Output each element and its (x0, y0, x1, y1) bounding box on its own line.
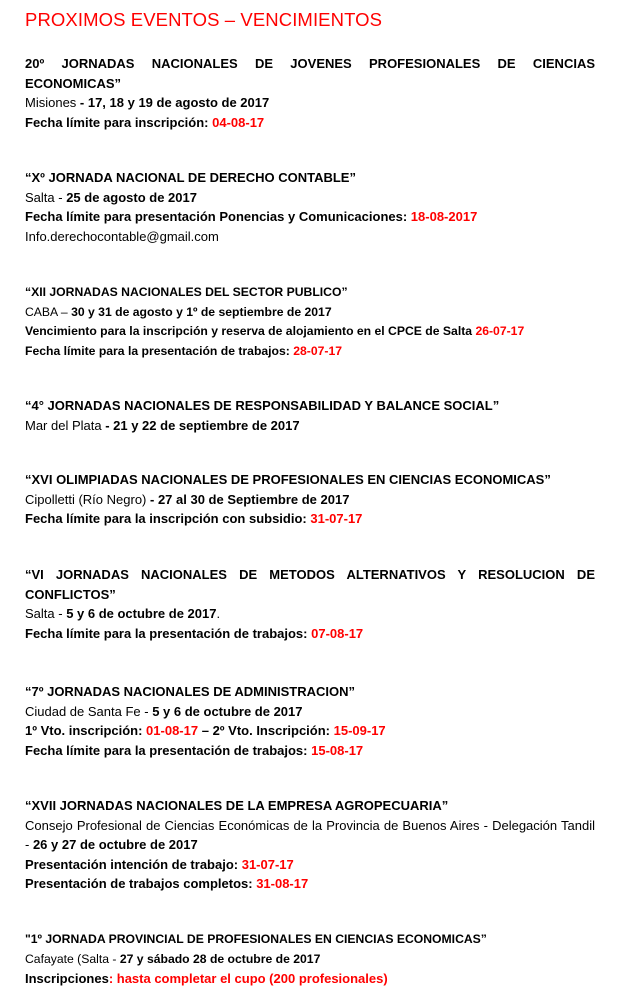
event-jornada-provincial (25, 930, 595, 989)
event-sector-publico (25, 283, 595, 361)
event-administracion (25, 682, 595, 760)
event-title: “7º JORNADAS NACIONALES DE ADMINISTRACION” (25, 684, 356, 699)
event-title: 20º JORNADAS NACIONALES DE JOVENES PROFESIONALES DE CIENCIAS ECONOMICAS” (25, 56, 595, 91)
event-location-dates (25, 303, 595, 323)
event-title: “4° JORNADAS NACIONALES DE RESPONSABILIDAD Y BALANCE SOCIAL” (25, 398, 500, 413)
deadline-label: Fecha límite para la inscripción con subsidio: (25, 511, 311, 526)
event-location-dates (25, 604, 595, 624)
event-place: Salta - (25, 606, 67, 621)
deadline-value: 07-08-17 (311, 625, 364, 641)
event-deadline (25, 113, 595, 133)
deadline-label: Fecha límite para presentación Ponencias y Comunicaciones: (25, 209, 411, 224)
event-location-dates (25, 93, 595, 113)
event-place: Ciudad de Santa Fe - (25, 703, 153, 719)
deadline-value: : hasta completar el cupo (200 profesionales) (108, 971, 388, 986)
event-place: Misiones (25, 95, 77, 110)
event-location-dates (25, 702, 595, 722)
deadline-label: Fecha límite para inscripción: (25, 114, 213, 130)
event-dates: 30 y 31 de agosto y 1º de septiembre de 2017 (71, 304, 332, 319)
event-title: “Xº JORNADA NACIONAL DE DERECHO CONTABLE” (25, 170, 356, 185)
event-title: “XVII JORNADAS NACIONALES DE LA EMPRESA AGROPECUARIA” (25, 798, 449, 813)
vto2-value: 15-09-17 (333, 723, 386, 738)
vto2-label: 2º Vto. Inscripción: (212, 723, 334, 738)
event-derecho-contable (25, 168, 595, 246)
event-title: "1º JORNADA PROVINCIAL DE PROFESIONALES EN CIENCIAS ECONOMICAS” (25, 932, 487, 946)
deadline-label: Presentación de trabajos completos: (25, 876, 257, 891)
deadline-label: Fecha límite para la presentación de trabajos: (25, 625, 312, 641)
vto1-value: 01-08-17 (146, 723, 199, 738)
event-deadline-2 (25, 874, 595, 894)
deadline-value: 31-07-17 (310, 511, 363, 526)
deadline-value: 18-08-2017 (410, 209, 478, 224)
event-title: “VI JORNADAS NACIONALES DE METODOS ALTERNATIVOS Y RESOLUCION DE CONFLICTOS” (25, 567, 595, 602)
deadline-value: 15-08-17 (311, 742, 364, 758)
event-place: Consejo Profesional de Ciencias Económicas de la Provincia de Buenos Aires - Delegación Tandil - (25, 817, 595, 852)
event-olimpiadas (25, 470, 595, 529)
event-deadline-2 (25, 342, 595, 362)
deadline-value: 26-07-17 (475, 324, 525, 338)
deadline-value: 31-07-17 (241, 856, 294, 872)
event-deadline (25, 207, 595, 227)
deadline-label: Inscripciones (25, 971, 109, 986)
event-place: Cafayate (Salta - (25, 951, 120, 966)
event-dates: - 21 y 22 de septiembre de 2017 (105, 417, 300, 433)
event-dates: 25 de agosto de 2017 (66, 189, 197, 205)
deadline-value: 28-07-17 (293, 343, 343, 358)
event-place: Mar del Plata (25, 417, 106, 433)
deadline-value: 31-08-17 (256, 876, 309, 891)
event-dates: - 27 al 30 de Septiembre de 2017 (150, 491, 350, 507)
event-metodos-alternativos (25, 565, 595, 643)
deadline-value: 04-08-17 (212, 114, 265, 130)
event-deadline (25, 509, 595, 529)
vto-separator: – (198, 723, 213, 738)
event-deadline (25, 741, 595, 761)
event-place: Salta - (25, 189, 67, 205)
event-deadline (25, 855, 595, 875)
deadline-label: Fecha límite para la presentación de trabajos: (25, 742, 312, 758)
event-dates: 27 y sábado 28 de octubre de 2017 (119, 951, 321, 966)
event-place: Cipolletti (Río Negro) (25, 491, 150, 507)
deadline-label: Vencimiento para la inscripción y reserva de alojamiento en el CPCE de Salta (25, 324, 476, 338)
event-place: CABA – (25, 304, 72, 319)
event-title: “XII JORNADAS NACIONALES DEL SECTOR PUBLICO” (25, 285, 348, 299)
event-location-dates (25, 490, 595, 510)
event-dates: 5 y 6 de octubre de 2017 (66, 606, 217, 621)
event-dates-suffix: . (216, 606, 221, 621)
event-location-dates (25, 816, 595, 855)
event-location-dates (25, 950, 595, 970)
deadline-label: Presentación intención de trabajo: (25, 856, 242, 872)
event-registration-deadlines (25, 721, 595, 741)
event-location-dates (25, 416, 595, 436)
event-location-dates (25, 188, 595, 208)
event-empresa-agropecuaria (25, 796, 595, 894)
vto1-label: 1º Vto. inscripción: (25, 723, 147, 738)
event-deadline (25, 624, 595, 644)
event-dates: 26 y 27 de octubre de 2017 (32, 837, 198, 852)
event-title: “XVI OLIMPIADAS NACIONALES DE PROFESIONALES EN CIENCIAS ECONOMICAS” (25, 472, 551, 487)
event-deadline (25, 322, 595, 342)
page-title: PROXIMOS EVENTOS – VENCIMIENTOS (25, 9, 383, 30)
event-balance-social (25, 396, 595, 435)
deadline-label: Fecha límite para la presentación de trabajos: (25, 343, 294, 358)
event-dates: 5 y 6 de octubre de 2017 (152, 703, 303, 719)
event-deadline (25, 969, 595, 989)
event-jovenes-profesionales (25, 54, 595, 132)
event-contact-email: Info.derechocontable@gmail.com (25, 228, 219, 244)
event-dates: - 17, 18 y 19 de agosto de 2017 (76, 95, 270, 110)
